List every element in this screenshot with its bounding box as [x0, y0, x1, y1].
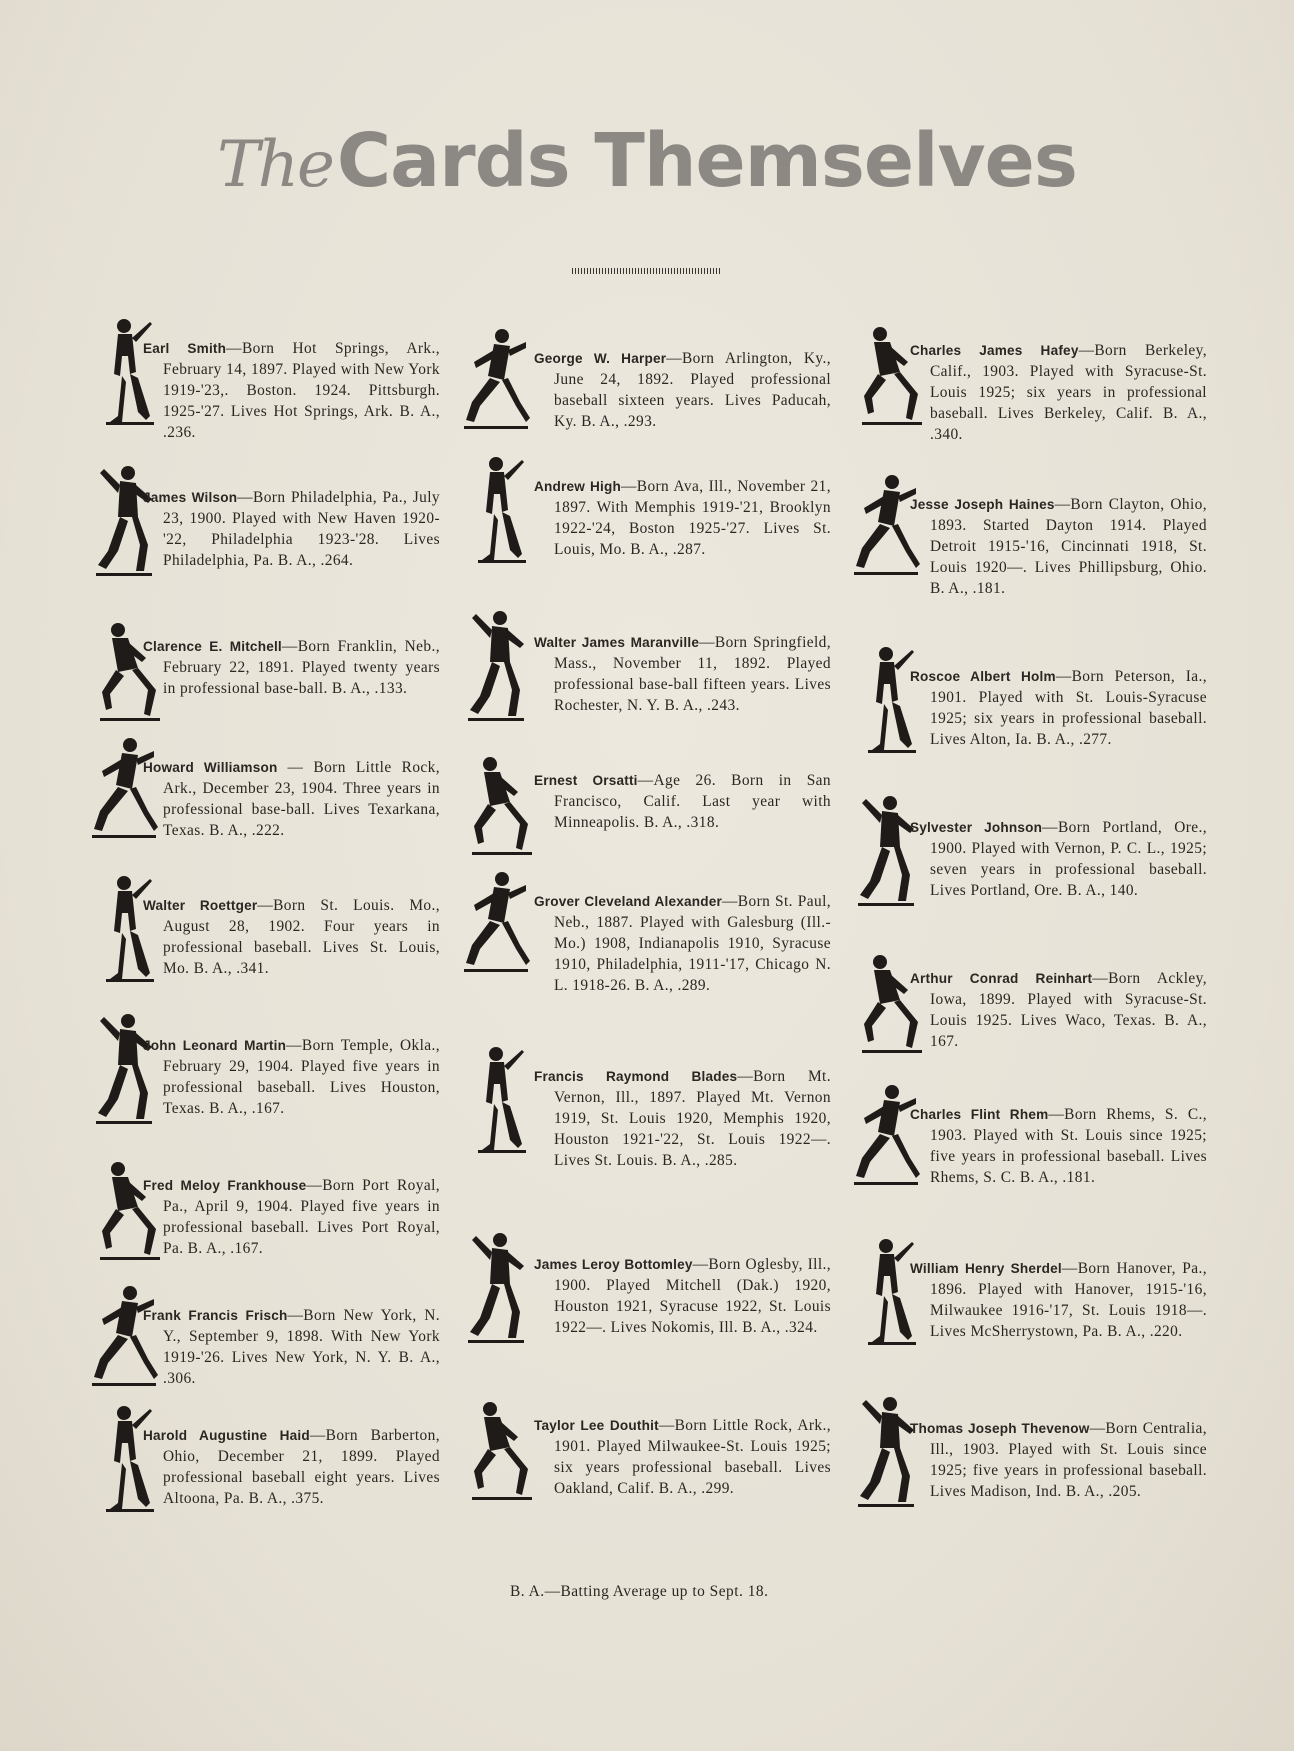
- player-bio: —Born Temple, Okla., February 29, 1904. Played five years in professional baseball. Lives Houston, Texas. B. A., .167.: [163, 1037, 440, 1117]
- player-figure-icon: [460, 1040, 532, 1160]
- player-entry: [910, 340, 1207, 445]
- player-figure-icon: [460, 450, 532, 570]
- player-name: Roscoe Albert Holm: [910, 669, 1056, 684]
- player-name: Ernest Orsatti: [534, 773, 638, 788]
- player-entry: [143, 338, 440, 443]
- player-bio: —Born Little Rock, Ark., 1901. Played Milwaukee-St. Louis 1925; six years professional baseball. Lives Oakland, Calif. B. A., .299.: [554, 1417, 831, 1497]
- player-figure-icon: [460, 1389, 532, 1509]
- player-name: Thomas Joseph Thevenow: [910, 1421, 1090, 1436]
- player-entry: [534, 1415, 831, 1499]
- player-name: Charles Flint Rhem: [910, 1107, 1049, 1122]
- player-bio: —Born Port Royal, Pa., April 9, 1904. Played five years in professional baseball. Lives Port Royal, Pa. B. A., .167.: [163, 1177, 440, 1257]
- title-main: Cards Themselves: [336, 118, 1077, 204]
- player-entry: [143, 1305, 440, 1389]
- player-bio: —Born Portland, Ore., 1900. Played with Vernon, P. C. L., 1925; seven years in professional baseball. Lives Portland, Ore. B. A., 140.: [930, 819, 1207, 899]
- player-entry: [534, 891, 831, 996]
- player-entry: [143, 487, 440, 571]
- player-bio: —Born Clayton, Ohio, 1893. Started Dayton 1914. Played Detroit 1915-'16, Cincinnati 1918, St. Louis 1920—. Lives Phillipsburg, Ohio. B. A., .181.: [930, 496, 1207, 597]
- player-entry: [534, 632, 831, 716]
- player-entry: [910, 1258, 1207, 1342]
- player-bio: —Born Hanover, Pa., 1896. Played with Hanover, 1915-'16, Milwaukee 1916-'17, St. Louis 1918—. Lives McSherrystown, Pa. B. A., .220.: [930, 1260, 1207, 1340]
- player-bio: —Born Franklin, Neb., February 22, 1891. Played twenty years in professional base-ball. B. A., .133.: [163, 638, 441, 697]
- title-prefix: The: [217, 128, 333, 202]
- player-entry: [534, 476, 831, 560]
- player-entry: [910, 968, 1207, 1052]
- player-bio: —Born Ackley, Iowa, 1899. Played with Syracuse-St. Louis 1925. Lives Waco, Texas. B. A., 167.: [930, 970, 1207, 1050]
- player-name: Clarence E. Mitchell: [143, 639, 282, 654]
- player-entry: [910, 817, 1207, 901]
- player-name: Taylor Lee Douthit: [534, 1418, 659, 1433]
- player-name: James Wilson: [143, 490, 238, 505]
- player-entry: [910, 666, 1207, 750]
- player-name: Sylvester Johnson: [910, 820, 1043, 835]
- player-entry: [910, 1418, 1207, 1502]
- player-entry: [143, 636, 440, 699]
- player-name: Jesse Joseph Haines: [910, 497, 1055, 512]
- player-bio: —Born St. Paul, Neb., 1887. Played with Galesburg (Ill.-Mo.) 1908, Indianapolis 1910, Syracuse 1910, Philadelphia, 1911-'17, Chicago N. L. 1918-26. B. A., .289.: [554, 893, 832, 994]
- player-entry: [910, 494, 1207, 599]
- player-name: Charles James Hafey: [910, 343, 1079, 358]
- player-bio: —Born Philadelphia, Pa., July 23, 1900. Played with New Haven 1920-'22, Philadelphia 1923-'28. Lives Philadelphia, Pa. B. A., .264.: [163, 489, 441, 569]
- player-bio: —Born New York, N. Y., September 9, 1898. With New York 1919-'26. Lives New York, N. Y. B. A., .306.: [163, 1307, 440, 1387]
- player-name: Walter James Maranville: [534, 635, 700, 650]
- player-bio: —Born Centralia, Ill., 1903. Played with St. Louis since 1925; five years in professional baseball. Lives Madison, Ind. B. A., .205.: [930, 1420, 1207, 1500]
- player-bio: —Born Arlington, Ky., June 24, 1892. Played professional baseball sixteen years. Lives Paducah, Ky. B. A., .293.: [554, 350, 831, 430]
- player-bio: —Age 26. Born in San Francisco, Calif. Last year with Minneapolis. B. A., .318.: [554, 772, 832, 831]
- player-entry: [534, 770, 831, 833]
- player-name: John Leonard Martin: [143, 1038, 287, 1053]
- player-bio: —Born Springfield, Mass., November 11, 1892. Played professional base-ball fifteen years. Lives Rochester, N. Y. B. A., .243.: [554, 634, 831, 714]
- player-bio: —Born Mt. Vernon, Ill., 1897. Played Mt. Vernon 1919, St. Louis 1920, Memphis 1920, Houston 1921-'22, St. Louis 1922—. Lives St. Louis. B. A., .285.: [554, 1068, 831, 1169]
- player-entry: [143, 757, 440, 841]
- player-bio: —Born Oglesby, Ill., 1900. Played Mitchell (Dak.) 1920, Houston 1921, Syracuse 1922, St. Louis 1922—. Lives Nokomis, Ill. B. A., .324.: [554, 1256, 832, 1336]
- player-bio: —Born St. Louis. Mo., August 28, 1902. Four years in professional baseball. Lives St. Louis, Mo. B. A., .341.: [163, 897, 440, 977]
- title-ornament: [572, 268, 722, 274]
- player-name: William Henry Sherdel: [910, 1261, 1062, 1276]
- player-name: Andrew High: [534, 479, 621, 494]
- player-entry: [143, 1175, 440, 1259]
- player-bio: —Born Hot Springs, Ark., February 14, 1897. Played with New York 1919-'23,. Boston. 1924. Pittsburgh. 1925-'27. Lives Hot Springs, Ark. B. A., .236.: [163, 340, 440, 441]
- player-entry: [143, 1425, 440, 1509]
- player-figure-icon: [460, 744, 532, 864]
- player-name: Walter Roettger: [143, 898, 258, 913]
- player-name: Harold Augustine Haid: [143, 1428, 310, 1443]
- player-figure-icon: [460, 606, 532, 726]
- player-bio: —Born Ava, Ill., November 21, 1897. With Memphis 1919-'21, Brooklyn 1922-'24, Boston 1925-'27. Lives St. Louis, Mo. B. A., .287.: [554, 478, 832, 558]
- player-name: Francis Raymond Blades: [534, 1069, 738, 1084]
- player-name: George W. Harper: [534, 351, 667, 366]
- player-bio: — Born Little Rock, Ark., December 23, 1904. Three years in professional base-ball. Lives Texarkana, Texas. B. A., .222.: [163, 759, 440, 839]
- player-entry: [534, 1254, 831, 1338]
- player-entry: [143, 895, 440, 979]
- player-bio: —Born Peterson, Ia., 1901. Played with St. Louis-Syracuse 1925; six years in professional baseball. Lives Alton, Ia. B. A., .277.: [930, 668, 1208, 748]
- player-bio: —Born Barberton, Ohio, December 21, 1899. Played professional baseball eight years. Lives Altoona, Pa. B. A., .375.: [163, 1427, 440, 1507]
- player-name: Grover Cleveland Alexander: [534, 894, 723, 909]
- player-name: Howard Williamson: [143, 760, 278, 775]
- page-title: [0, 118, 1294, 204]
- player-name: James Leroy Bottomley: [534, 1257, 693, 1272]
- footnote: B. A.—Batting Average up to Sept. 18.: [510, 1583, 769, 1600]
- player-entry: [534, 348, 831, 432]
- player-entry: [534, 1066, 831, 1171]
- player-bio: —Born Berkeley, Calif., 1903. Played with Syracuse-St. Louis 1925; six years in professional baseball. Lives Berkeley, Calif. B. A., .340.: [930, 342, 1207, 443]
- player-figure-icon: [460, 1228, 532, 1348]
- player-name: Fred Meloy Frankhouse: [143, 1178, 307, 1193]
- player-figure-icon: [460, 322, 532, 442]
- player-figure-icon: [460, 865, 532, 985]
- player-entry: [143, 1035, 440, 1119]
- player-name: Earl Smith: [143, 341, 227, 356]
- player-bio: —Born Rhems, S. C., 1903. Played with St. Louis since 1925; five years in professional baseball. Lives Rhems, S. C. B. A., .181.: [930, 1106, 1207, 1186]
- player-entry: [910, 1104, 1207, 1188]
- player-name: Arthur Conrad Reinhart: [910, 971, 1093, 986]
- player-name: Frank Francis Frisch: [143, 1308, 288, 1323]
